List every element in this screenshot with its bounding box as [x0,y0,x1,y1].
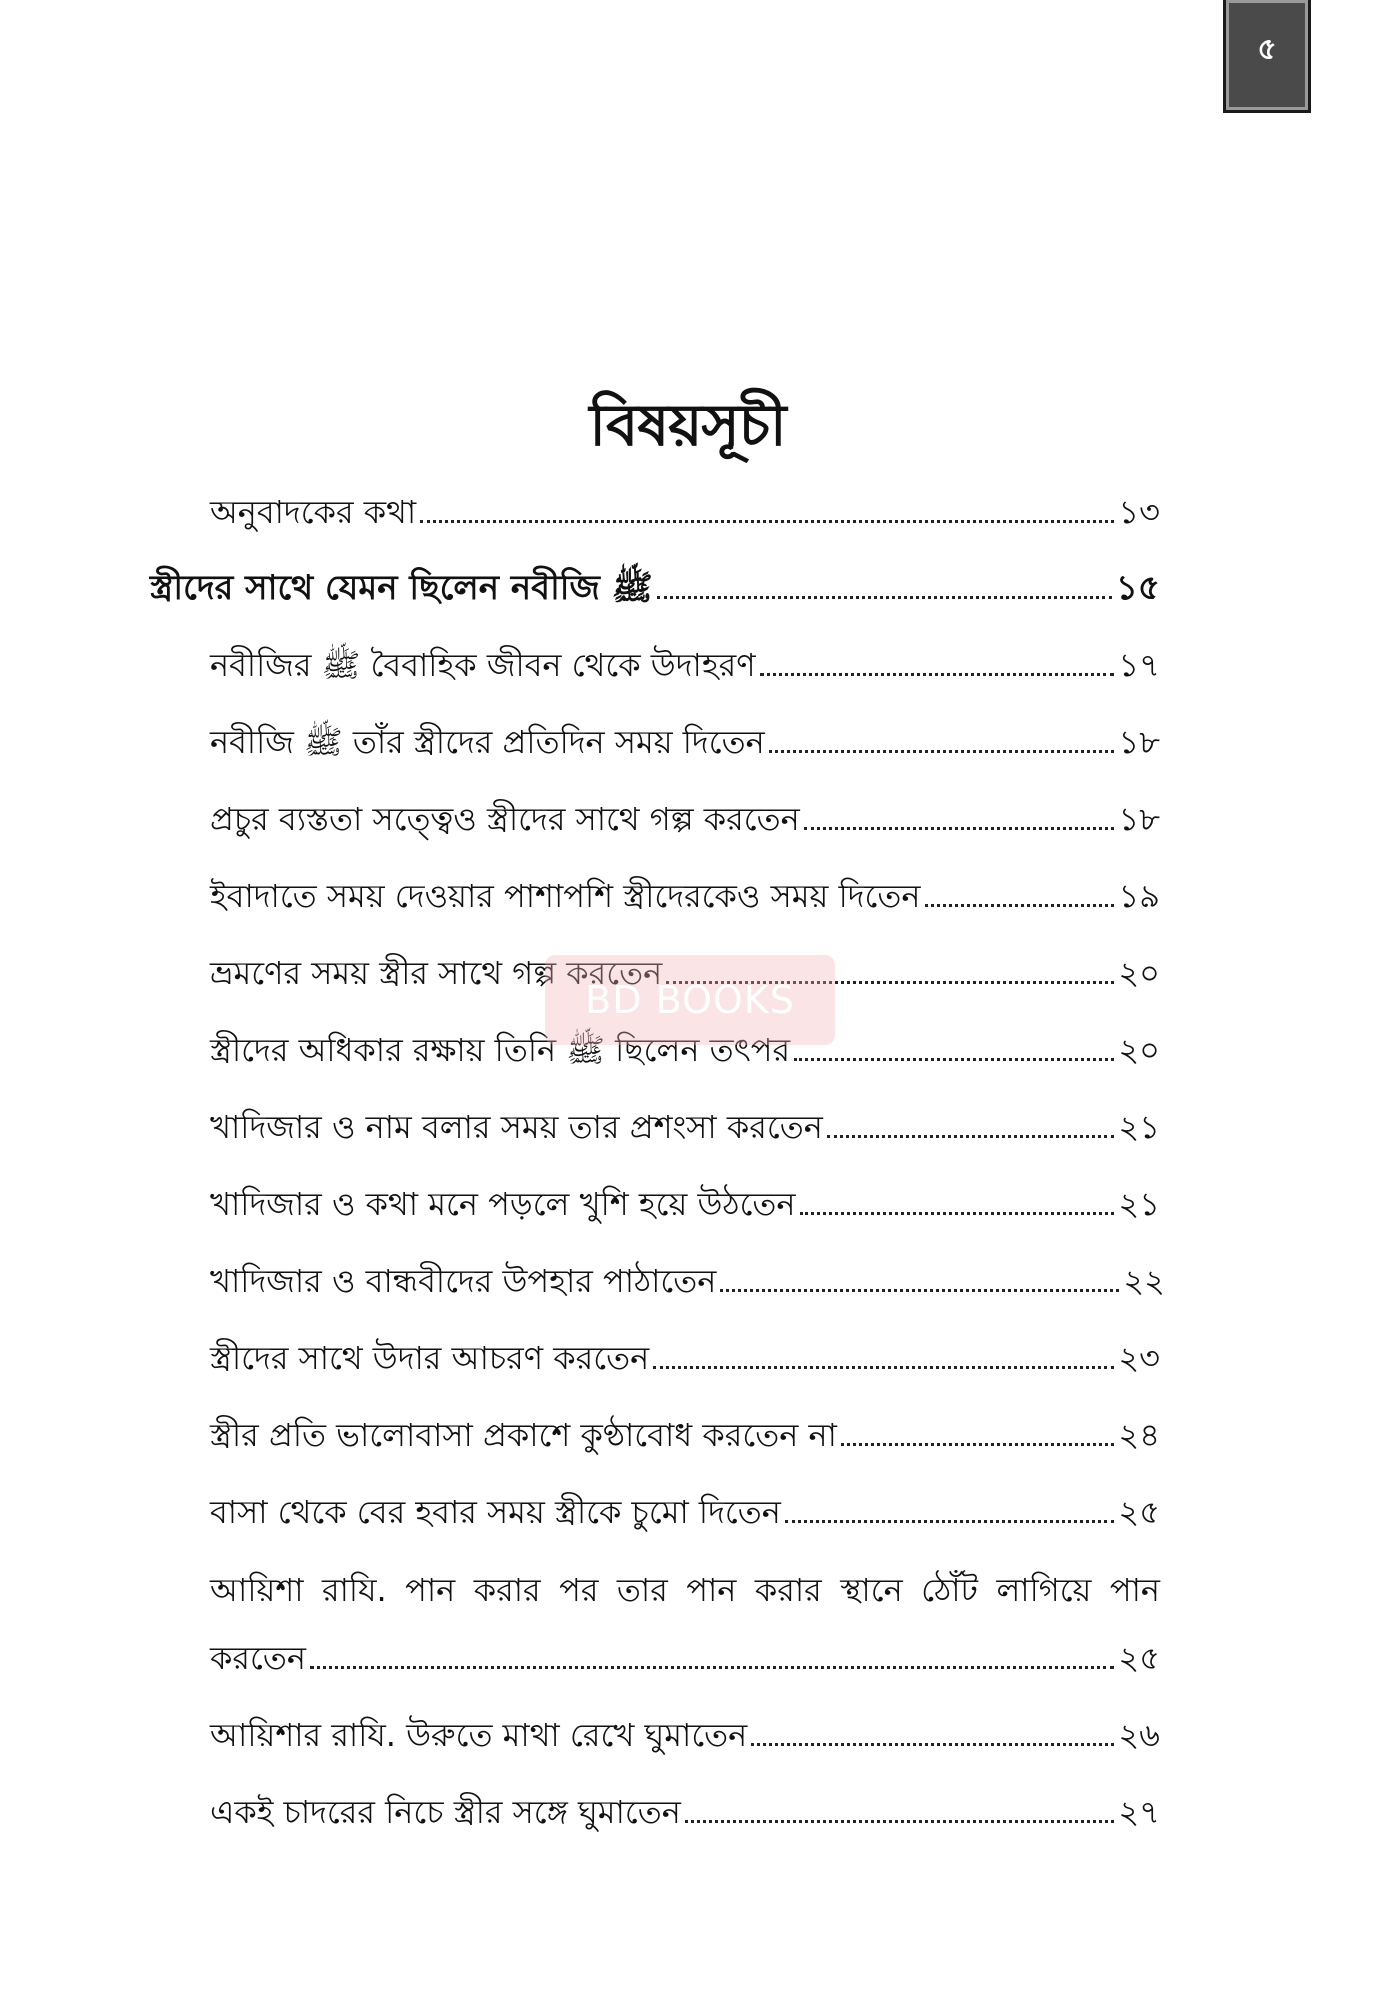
leader-dots [800,1212,1115,1215]
toc-entry-wrapped-line2[interactable] [210,1636,1160,1680]
toc-entry[interactable] [210,797,1160,841]
leader-dots [827,1135,1115,1138]
toc-chapter[interactable] [150,566,1160,610]
toc-entry-title: ইবাদাতে সময় দেওয়ার পাশাপশি স্ত্রীদেরকেও সময় দিতেন [210,877,921,915]
toc-entry-title: নবীজির ﷺ বৈবাহিক জীবন থেকে উদাহরণ [210,646,756,684]
toc-entry-title: স্ত্রীর প্রতি ভালোবাসা প্রকাশে কুণ্ঠাবোধ করতেন না [210,1416,837,1454]
toc-entry-page: ২২ [1123,1262,1165,1300]
leader-dots [310,1666,1114,1669]
toc-entry-page: ২১ [1118,1185,1160,1223]
leader-dots [794,1058,1114,1061]
toc-entry-page: ১৩ [1118,493,1160,531]
toc-entry-wrapped-line1[interactable]: আয়িশা রাযি. পান করার পর তার পান করার স্থানে ঠোঁট লাগিয়ে পান [210,1571,1160,1609]
toc-entry-title: বাসা থেকে বের হবার সময় স্ত্রীকে চুমো দিতেন [210,1493,781,1531]
toc-entry-title: একই চাদরের নিচে স্ত্রীর সঙ্গে ঘুমাতেন [210,1793,681,1831]
toc-entry[interactable] [210,874,1160,918]
leader-dots [720,1289,1119,1292]
leader-dots [804,827,1115,830]
watermark [545,955,835,1045]
toc-entry-page: ২৫ [1118,1639,1160,1677]
toc-entry-title: নবীজি ﷺ তাঁর স্ত্রীদের প্রতিদিন সময় দিতেন [210,723,765,761]
toc-entry-title: খাদিজার ও বান্ধবীদের উপহার পাঠাতেন [210,1262,717,1300]
leader-dots [657,596,1112,599]
leader-dots [925,904,1115,907]
toc-entry-page: ২১ [1118,1108,1160,1146]
toc-entry-page: ২৬ [1118,1716,1160,1754]
toc-entry[interactable] [210,1413,1160,1457]
toc-entry[interactable] [210,720,1160,764]
leader-dots [760,673,1115,676]
toc-entry-page: ১৫ [1115,568,1160,608]
toc-entry-title: আয়িশার রাযি. উরুতে মাথা রেখে ঘুমাতেন [210,1716,748,1754]
toc-entry-page: ১৭ [1118,646,1160,684]
toc-entry[interactable] [210,1713,1160,1757]
toc-entry-page: ১৮ [1118,723,1160,761]
page-title: বিষয়সূচী [589,391,786,459]
toc-entry-page: ২০ [1118,954,1160,992]
toc-entry-title: প্রচুর ব্যস্ততা সত্ত্বেও স্ত্রীদের সাথে গল্প করতেন [210,800,800,838]
toc-entry-page: ১৯ [1118,877,1160,915]
toc-entry-page: ২৩ [1118,1339,1160,1377]
toc-entry-title: করতেন [210,1639,306,1677]
toc-entry[interactable] [210,1259,1165,1303]
toc-entry[interactable] [210,1182,1160,1226]
toc-entry[interactable] [210,1790,1160,1834]
toc-entry-title: স্ত্রীদের সাথে উদার আচরণ করতেন [210,1339,650,1377]
leader-dots [841,1443,1115,1446]
toc-entry-title: খাদিজার ও নাম বলার সময় তার প্রশংসা করতেন [210,1108,823,1146]
page-number: ৫ [1257,31,1277,67]
toc-entry-title: স্ত্রীদের সাথে যেমন ছিলেন নবীজি ﷺ [150,568,653,608]
toc-entry-title: ভ্রমণের সময় স্ত্রীর সাথে গল্প করতেন [210,954,663,992]
leader-dots [751,1743,1114,1746]
watermark-text: BD BOOKS [585,978,795,1022]
leader-dots [420,520,1114,523]
toc-entry[interactable] [210,1490,1160,1534]
toc-entry-title: স্ত্রীদের অধিকার রক্ষায় তিনি ﷺ ছিলেন তৎপর [210,1031,791,1069]
toc-entry-page: ২৫ [1118,1493,1160,1531]
toc-entry-title: অনুবাদকের কথা [210,493,417,531]
toc-entry[interactable] [210,643,1160,687]
leader-dots [653,1366,1114,1369]
leader-dots [785,1520,1115,1523]
toc-entry-page: ২০ [1118,1031,1160,1069]
toc-entry[interactable] [210,490,1160,534]
toc-entry[interactable] [210,1105,1160,1149]
toc-entry-page: ২৭ [1118,1793,1160,1831]
leader-dots [685,1820,1115,1823]
toc-entry[interactable] [210,1336,1160,1380]
toc-entry-page: ২৪ [1118,1416,1160,1454]
toc-entry-page: ১৮ [1118,800,1160,838]
toc-entry-title: খাদিজার ও কথা মনে পড়লে খুশি হয়ে উঠতেন [210,1185,796,1223]
leader-dots [769,750,1115,753]
